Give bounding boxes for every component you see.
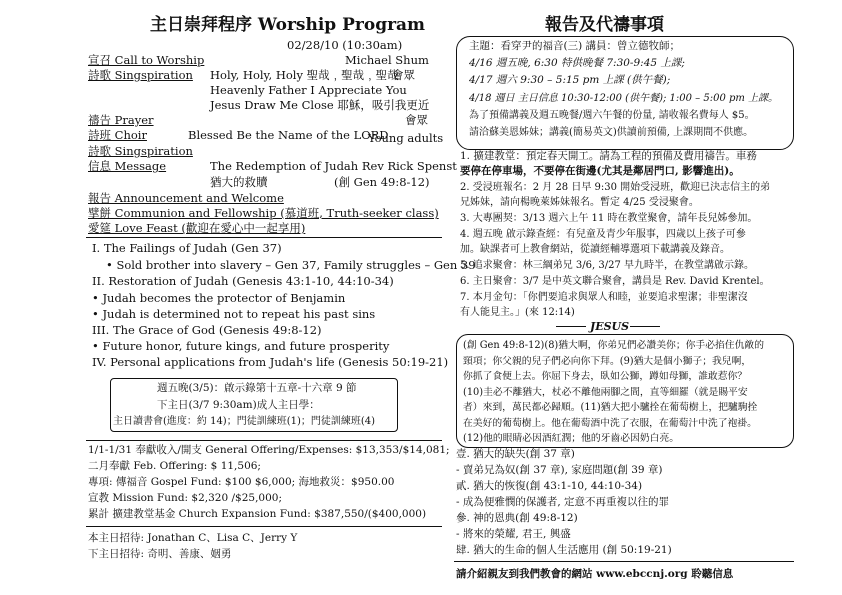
classes-line-3: 主日讀書會(進度：約 14)；門徒訓練班(1)；門徒訓練班(4) — [113, 416, 376, 427]
announcements-title: 報告及代禱事項 — [545, 15, 664, 35]
verse-text — [463, 338, 764, 447]
cn-outline-3: 貳. 猶大的恢復(創 43:1-10, 44:10-34) — [456, 480, 643, 492]
ann-1b: 要停在停車場，不要停在街邊(尤其是鄰居門口, 影響進出)。 — [460, 165, 740, 177]
love-feast-label: 愛筵 Love Feast (歡迎在愛心中一起享用) — [88, 221, 306, 235]
verse-line-1: (創 Gen 49:8-12)(8)猶大啊，你弟兄們必讚美你；你手必掐住仇敵的 — [463, 340, 764, 351]
classes-line-2: 下主日(3/7 9:30am)成人主日學： — [157, 399, 320, 411]
classes-box — [110, 378, 398, 432]
verse-line-4: (10)圭必不離猶大，杖必不離他兩腳之間，直等細羅（就是賜平安 — [463, 386, 748, 398]
seminar-line-6: 請洽蘇美恩姊妹；講義(簡易英文)供讀前預備, 上課期間不供應。 — [469, 127, 754, 138]
program-title: 主日崇拜程序 Worship Program — [150, 15, 426, 35]
prayer-leader: 會眾 — [405, 113, 428, 127]
message-scripture: (創 Gen 49:8-12) — [334, 175, 430, 189]
verse-line-7: (12)他的眼睛必因酒紅潤；他的牙齒必因奶白亮。 — [463, 433, 680, 444]
finance-2: 二月奉獻 Feb. Offering: $ 11,506; — [88, 460, 261, 472]
call-to-worship-label: 宣召 Call to Worship — [88, 53, 205, 67]
cn-outline-5: 參. 神的恩典(創 49:8-12) — [456, 512, 578, 524]
singspiration-label: 詩歌 Singspiration — [88, 68, 193, 82]
classes-line-1: 週五晚(3/5)：啟示錄第十五章-十六章 9 節 — [157, 382, 357, 394]
ann-5: 5. 追求聚會：林三綱弟兄 3/6, 3/27 早九時半，在教堂講啟示錄。 — [460, 260, 754, 271]
song-1: Holy, Holy, Holy 聖哉﹐聖哉﹐聖哉 — [210, 68, 399, 82]
song-2: Heavenly Father I Appreciate You — [210, 83, 407, 97]
verse-box — [456, 334, 794, 448]
outline-2: • Sold brother into slavery – Gen 37, Family struggles – Gen 39 — [106, 258, 476, 272]
choir-song: Blessed Be the Name of the LORD — [188, 128, 389, 142]
finance-3: 專項: 傳福音 Gospel Fund: $100 $6,000; 海地救災：$950.00 — [88, 476, 395, 488]
program-date: 02/28/10 (10:30am) — [287, 38, 403, 52]
divider-3 — [86, 526, 442, 527]
ann-1a: 1. 擴建教堂：預定春天開工。請為工程的預備及費用禱告。車務 — [460, 150, 757, 162]
seminar-line-5: 為了預備講義及週五晚餐/週六午餐的份量, 請收報名費每人 $5。 — [469, 110, 755, 121]
finance-5: 累計 擴建教堂基金 Church Expansion Fund: $387,550/($400,000) — [88, 508, 427, 520]
message-title-cn: 猶大的救贖 — [210, 175, 268, 189]
ann-7b: 有人能見主。」(來 12:14) — [460, 307, 575, 318]
cn-outline-7: 肆. 猶大的生命的個人生活應用 (創 50:19-21) — [456, 544, 672, 556]
ann-7a: 7. 本月金句：「你們要追求與眾人和睦，並要追求聖潔；非聖潔沒 — [460, 292, 748, 303]
outline-8: IV. Personal applications from Judah's life (Genesis 50:19-21) — [92, 355, 449, 369]
jesus-banner — [556, 320, 656, 334]
cn-outline-4: - 成為便雅憫的保護者, 定意不再重複以往的罪 — [456, 496, 670, 508]
singspiration-2-label: 詩歌 Singspiration — [88, 144, 193, 158]
verse-line-6: 在美好的葡萄樹上。他在葡萄酒中洗了衣服，在葡萄汁中洗了袍褂。 — [463, 417, 757, 429]
song-3: Jesus Draw Me Close 耶穌，吸引我更近 — [210, 98, 430, 112]
hosts-this-week: 本主日招待: Jonathan C、Lisa C、Jerry Y — [88, 532, 298, 544]
cn-outline-1: 壹. 猶大的缺失(創 37 章) — [456, 448, 575, 460]
ann-6: 6. 主日聚會：3/7 是中英文聯合聚會，講員是 Rev. David Krentel。 — [460, 276, 770, 287]
seminar-line-3: 4/17 週六 9:30 – 5:15 pm 上課 (供午餐); — [469, 74, 671, 86]
choir-group: Young adults — [368, 131, 444, 145]
divider — [86, 237, 442, 238]
seminar-line-2: 4/16 週五晚, 6:30 特供晚餐 7:30-9:45 上課; — [469, 57, 685, 69]
cn-outline-2: - 賣弟兄為奴(創 37 章), 家庭問題(創 39 章) — [456, 464, 663, 476]
outline-7: • Future honor, future kings, and future prosperity — [92, 339, 390, 353]
outline-5: • Judah is determined not to repeat his past sins — [92, 307, 376, 321]
ann-2a: 2. 受浸班報名：2 月 28 日早 9:30 開始受浸班，歡迎已決志信主的弟 — [460, 182, 771, 193]
verse-line-3: 你抓了食便上去。你屈下身去，臥如公獅，蹲如母獅，誰敢惹你？ — [463, 371, 748, 382]
finance-4: 宣教 Mission Fund: $2,320 /$25,000; — [88, 492, 282, 504]
seminar-line-4: 4/18 週日 主日信息 10:30-12:00 (供午餐); 1:00 – 5:00 pm 上課。 — [469, 93, 779, 104]
verse-line-5: 者）來到，萬民都必歸順。(11)猶大把小驢拴在葡萄樹上，把驢駒拴 — [463, 402, 758, 413]
jesus-label: JESUS — [590, 320, 630, 333]
cn-outline-6: - 將來的榮耀, 君王, 興盛 — [456, 528, 571, 540]
footer-website: 請介紹親友到我們教會的網站 www.ebccnj.org 聆聽信息 — [456, 568, 734, 580]
outline-3: II. Restoration of Judah (Genesis 43:1-10, 44:10-34) — [92, 274, 394, 288]
hosts-next-week: 下主日招待: 奇明、善康、姻勇 — [88, 548, 232, 560]
choir-label: 詩班 Choir — [88, 128, 147, 142]
message-title: The Redemption of Judah Rev Rick Spenst — [210, 159, 457, 173]
ann-3: 3. 大專團契：3/13 週六上午 11 時在教堂聚會，請年長兒姊參加。 — [460, 213, 758, 224]
outline-4: • Judah becomes the protector of Benjamin — [92, 291, 346, 305]
prayer-label: 禱告 Prayer — [88, 113, 154, 127]
seminar-box — [456, 36, 794, 150]
outline-1: I. The Failings of Judah (Gen 37) — [92, 241, 282, 255]
verse-line-2: 頸項；你父親的兒子們必向你下拜。(9)猶大是個小獅子；我兒啊， — [463, 355, 752, 367]
divider-right — [454, 561, 794, 562]
announcement-label: 報告 Announcement and Welcome — [88, 191, 284, 205]
divider-2 — [86, 440, 442, 441]
ann-2b: 兄姊妹，請向楊晚萊姊妹報名。暫定 4/25 受浸聚會。 — [460, 197, 699, 208]
ann-4a: 4. 週五晚 啟示錄查經：有兒童及青少年服事，四歲以上孩子可參 — [460, 229, 746, 240]
song-leader: 會眾 — [392, 68, 415, 82]
ann-4b: 加。缺課者可上教會網站，從讀經輔導選項下載講義及錄音。 — [460, 244, 730, 255]
call-to-worship-leader: Michael Shum — [345, 53, 429, 67]
seminar-line-1: 主題：看穿尹的福音(三) 講員：曾立德牧師； — [469, 40, 681, 52]
finance-1: 1/1-1/31 奉獻收入/開支 General Offering/Expenses: $13,353/$14,081; — [88, 444, 450, 456]
message-label: 信息 Message — [88, 159, 167, 173]
communion-label: 擘餅 Communion and Fellowship (慕道班, Truth-seeker class) — [88, 206, 439, 220]
outline-6: III. The Grace of God (Genesis 49:8-12) — [92, 323, 322, 337]
